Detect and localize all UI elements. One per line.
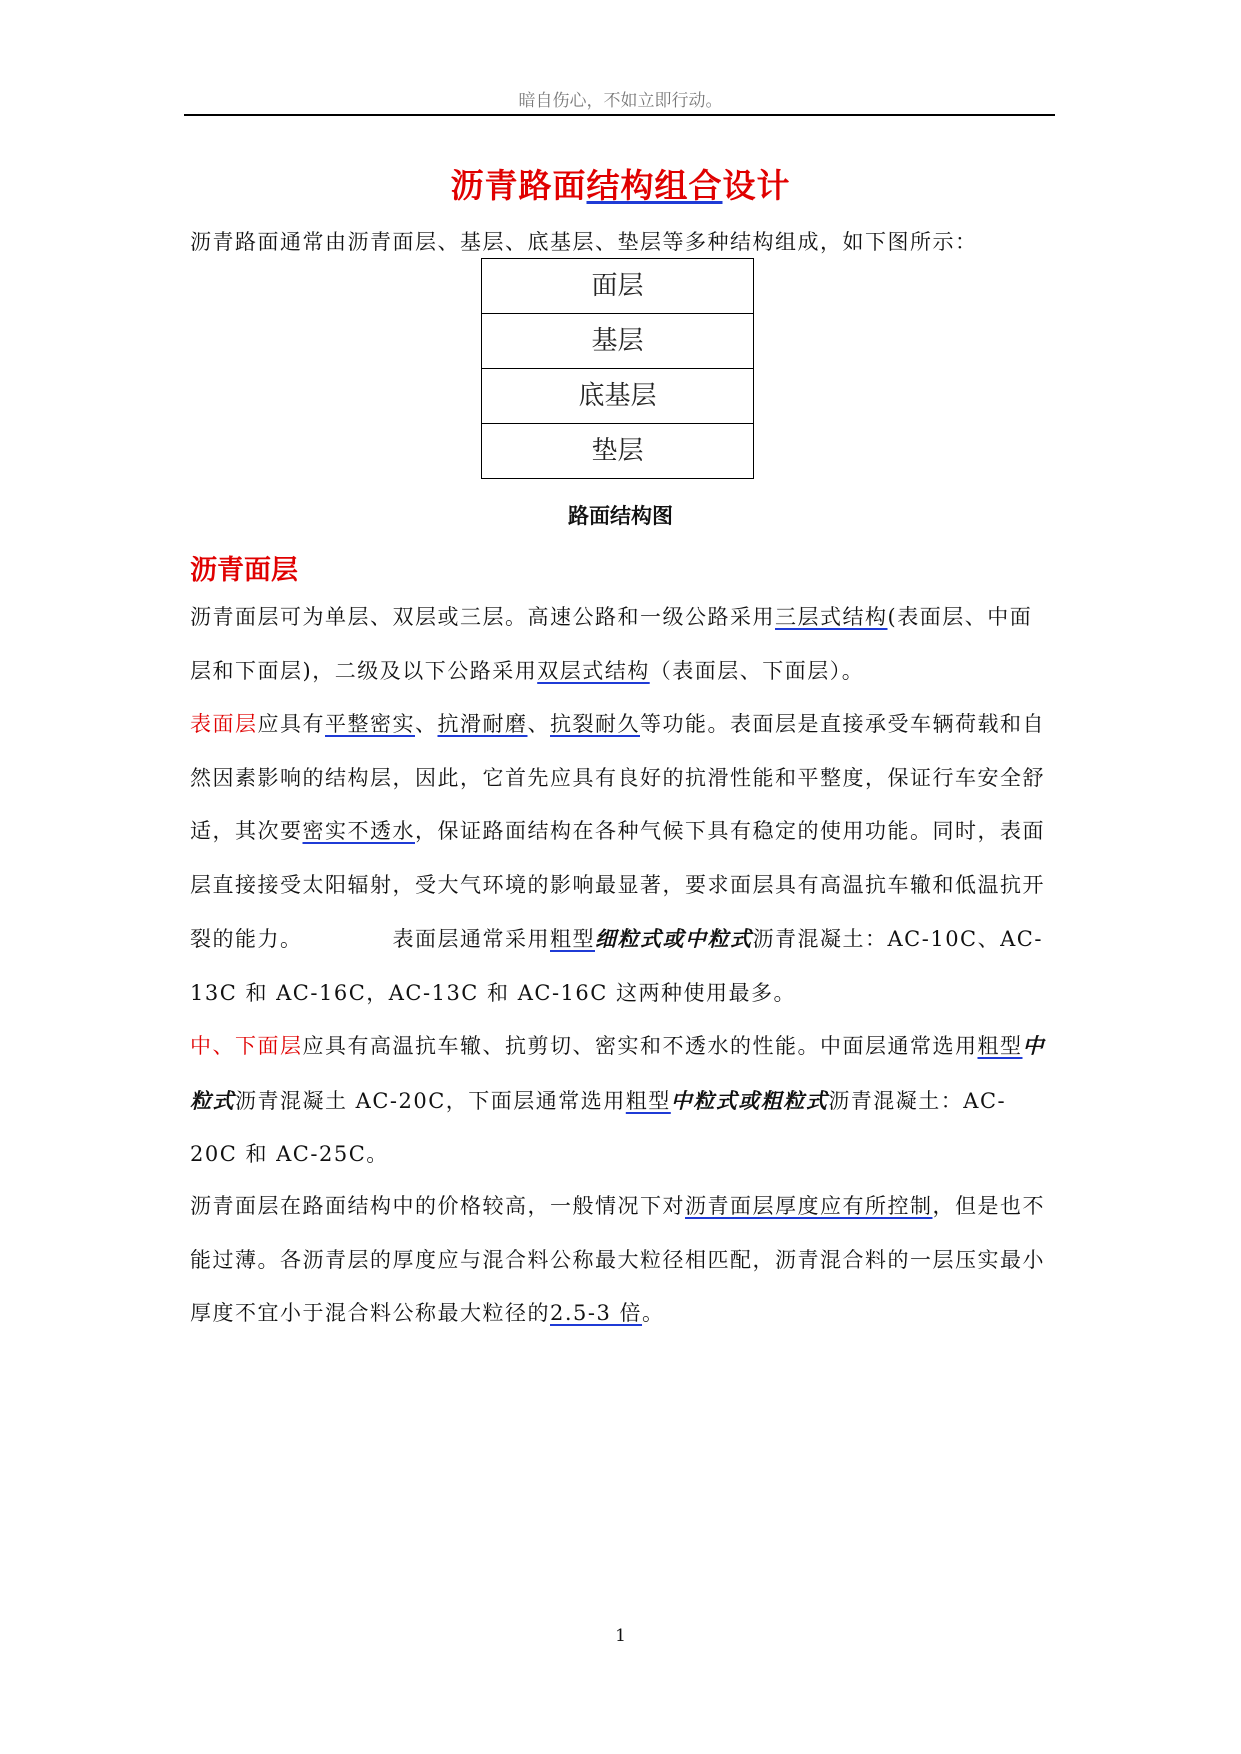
paragraph-2: [190, 698, 1050, 1020]
layer-cushion: 垫层: [482, 423, 753, 478]
section-heading: 沥青面层: [190, 555, 298, 586]
p2-term-watertight: 密实不透水: [302, 819, 415, 843]
layer-subbase: 底基层: [482, 368, 753, 423]
p2-text-d: 、: [415, 712, 438, 736]
p4-text-c: ，但是也不能过薄。各沥青层的厚度应与混合料公称最大粒径相匹配，沥青混合料的一层压实最小厚度不宜小于混合料公称最大粒径的: [190, 1194, 1045, 1325]
paragraph-4: [190, 1180, 1050, 1341]
title-part-2: 结构组合: [586, 166, 723, 205]
page-header: 暗自伤心，不如立即行动。: [518, 91, 723, 111]
p1-text-a: 沥青面层可为单层、双层或三层。高速公路和一级公路采用: [190, 605, 775, 629]
diagram-caption: 路面结构图: [568, 504, 673, 528]
paragraph-3: [190, 1019, 1050, 1182]
p4-text-e: 。: [642, 1301, 665, 1325]
document-title: [0, 160, 1241, 207]
p2-text-j: ，保证路面结构在各种气候下具有稳定的使用功能。同时，表面层直接接受太阳辐射，受大气环境的影响最显著，要求面层具有高温抗车辙和低温抗开裂的能力。: [190, 819, 1045, 951]
p1-text-e: （表面层、下面层）。: [649, 658, 865, 683]
p2-text-n: 沥青混凝土：AC-10C、AC-13C 和 AC-16C，AC-13C 和 AC-16C 这两种使用最多。: [190, 927, 1043, 1005]
p2-term-surface-layer: 表面层: [190, 712, 258, 736]
p2-term-fine-medium: 细粒式或中粒式: [595, 926, 753, 951]
header-divider: [184, 114, 1055, 116]
p2-text-k: 表面层通常采用: [392, 927, 550, 951]
p1-term-three-layer: 三层式结构: [775, 605, 888, 629]
page-number: 1: [615, 1626, 626, 1646]
p1-text-c: (表面层、中面层和下面层)，二级及以下公路采用: [190, 605, 1033, 683]
p3-text-h: 沥青混凝土：AC-20C 和 AC-25C。: [190, 1088, 1007, 1166]
title-part-1: 沥青路面: [450, 166, 587, 205]
p2-term-flat-dense: 平整密实: [325, 712, 415, 736]
p3-text-e: 沥青混凝土 AC-20C，下面层通常选用: [235, 1088, 626, 1113]
p1-term-two-layer: 双层式结构: [537, 658, 650, 683]
p3-term-coarse-type-1: 粗型: [977, 1034, 1023, 1058]
p2-term-crack-durable: 抗裂耐久: [550, 712, 640, 736]
p2-text-b: 应具有: [257, 712, 325, 736]
p2-term-coarse-type: 粗型: [550, 927, 595, 951]
p3-term-middle-lower: 中、下面层: [190, 1034, 303, 1058]
p2-term-skid-wear: 抗滑耐磨: [437, 712, 528, 736]
p2-text-h: 等功能。表面层是直接承受车辆荷载和自然因素影响的结构层，因此，它首先应具有良好的抗滑性能和平整度，保证行车安全舒适，其次要: [190, 712, 1045, 843]
pavement-structure-diagram: [481, 258, 754, 479]
p3-text-b: 应具有高温抗车辙、抗剪切、密实和不透水的性能。中面层通常选用: [302, 1034, 978, 1058]
paragraph-1: [190, 591, 1050, 698]
p4-term-thickness-control: 沥青面层厚度应有所控制: [685, 1194, 933, 1218]
intro-paragraph: 沥青路面通常由沥青面层、基层、底基层、垫层等多种结构组成，如下图所示：: [190, 230, 978, 254]
p3-term-medium: 中粒式: [190, 1033, 1045, 1113]
layer-surface: 面层: [591, 271, 644, 301]
p3-term-medium-coarse: 中粒式或粗粒式: [670, 1087, 829, 1113]
p3-term-coarse-type-2: 粗型: [625, 1088, 671, 1113]
p4-text-a: 沥青面层在路面结构中的价格较高，一般情况下对: [190, 1194, 685, 1218]
title-part-3: 设计: [722, 166, 791, 205]
p4-term-ratio: 2.5-3 倍: [550, 1301, 643, 1325]
p2-text-f: 、: [527, 712, 550, 736]
layer-base: 基层: [482, 313, 753, 368]
